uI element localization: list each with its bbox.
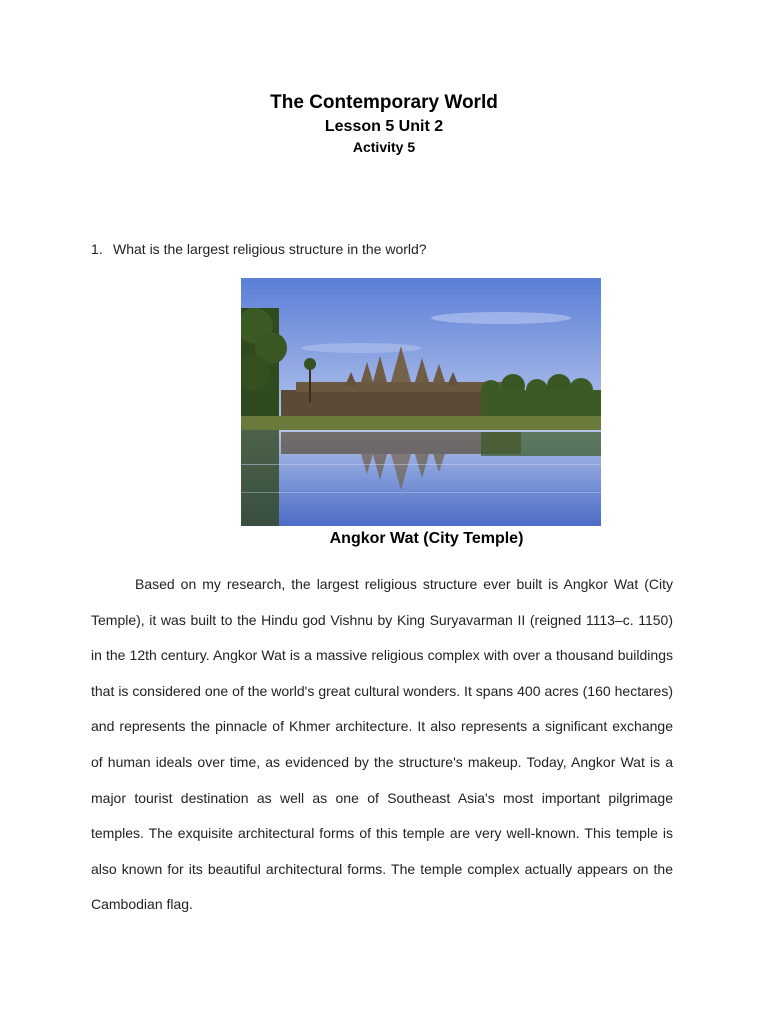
photo-caption: Angkor Wat (City Temple): [329, 530, 524, 547]
document-title: The Contemporary World: [270, 92, 498, 113]
question-text: What is the largest religious structure in the world?: [113, 241, 427, 257]
question-number: 1.: [91, 241, 103, 257]
answer-paragraph: Based on my research, the largest religious structure ever built is Angkor Wat (City Temple), it was built to the Hindu god Vishnu by King Suryavarman II (reigned 1113–c. 1150) in the 12th century. Angkor Wat is a massive religious complex with over a thousand buildings that is considered one of the world's great cultural wonders. It spans 400 acres (160 hectares) and represents the pinnacle of Khmer architecture. It also represents a significant exchange of human ideals over time, as evidenced by the structure's makeup. Today, Angkor Wat is a major tourist destination as well as one of Southeast Asia's most important pilgrimage temples. The exquisite architectural forms of this temple are very well-known. This temple is also known for its beautiful architectural forms. The temple complex actually appears on the Cambodian flag.: [91, 576, 673, 913]
question-item: [91, 241, 427, 257]
lesson-subtitle: Lesson 5 Unit 2: [324, 118, 444, 135]
activity-heading: Activity 5: [352, 139, 416, 155]
angkor-wat-photo: [241, 278, 601, 526]
